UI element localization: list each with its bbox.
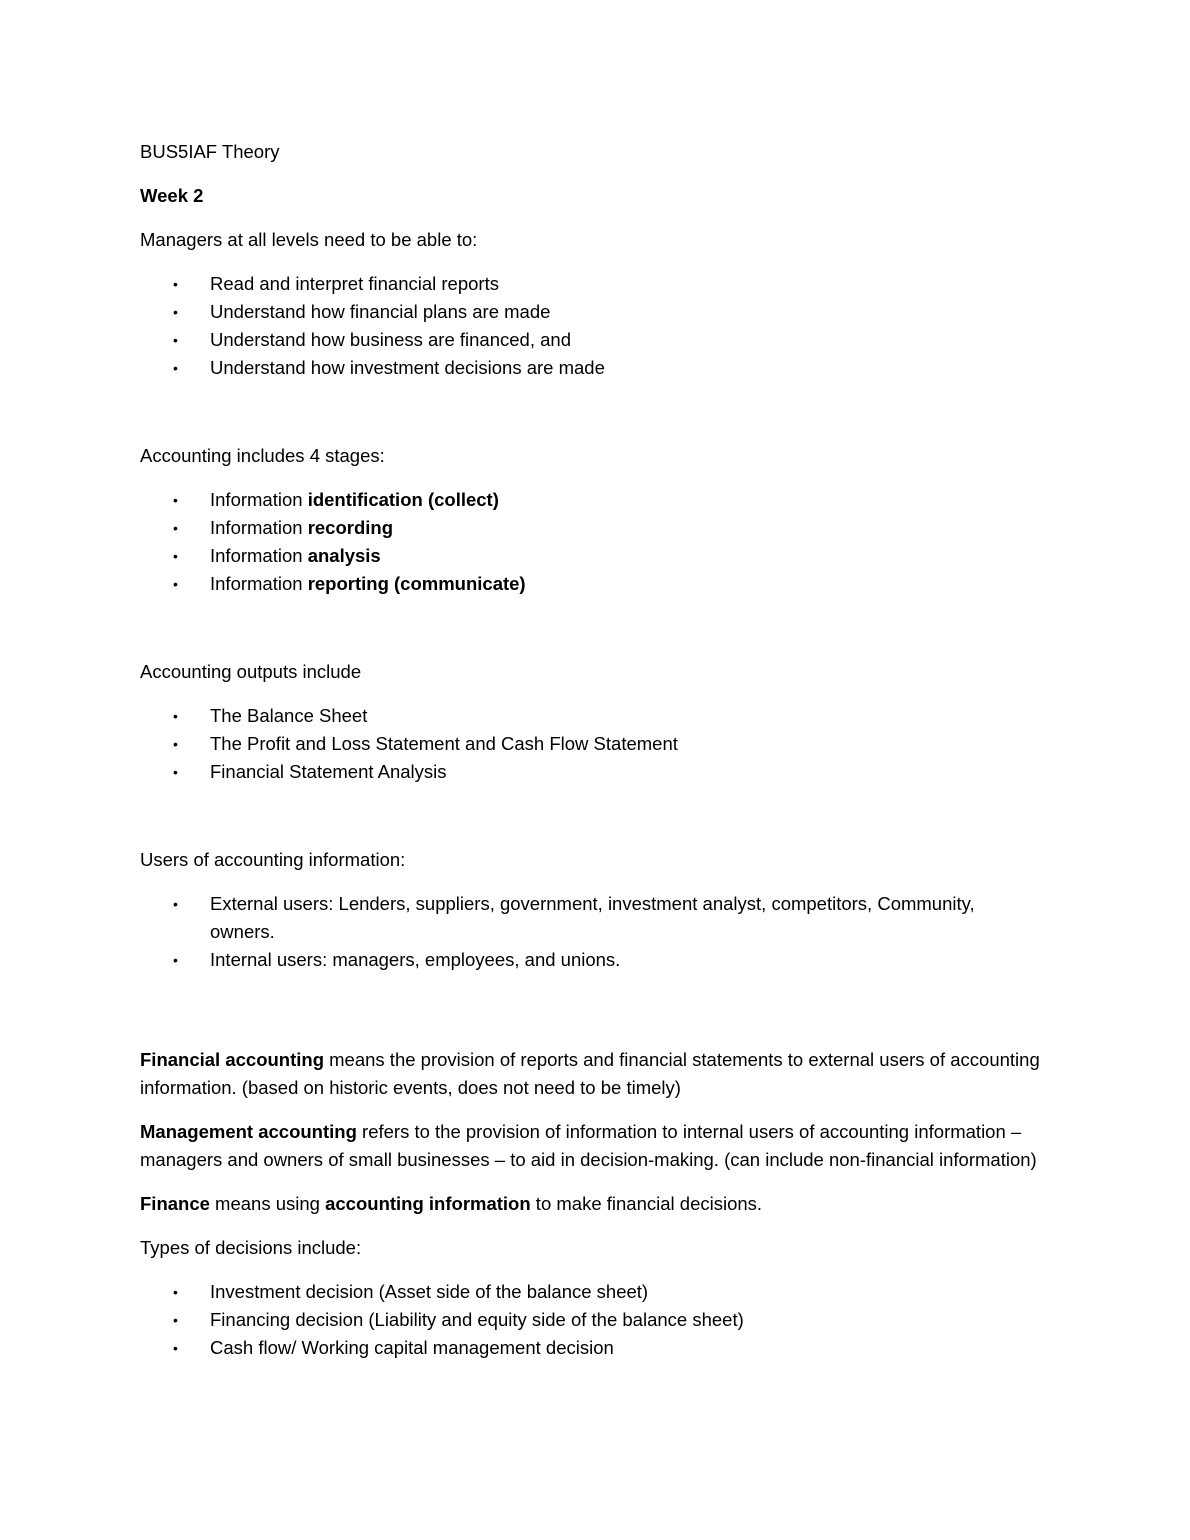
list-item-bold: reporting (communicate) — [307, 573, 526, 594]
list-item-prefix: Information — [210, 489, 308, 510]
list-item-text: External users: Lenders, suppliers, government, investment analyst, competitors, Community, owners. — [210, 893, 975, 942]
week-heading-text: Week 2 — [140, 185, 204, 206]
spacer — [140, 398, 1040, 442]
management-accounting-term: Management accounting — [140, 1121, 357, 1142]
list-item — [140, 890, 1040, 946]
bullet-icon: • — [173, 576, 178, 592]
finance-term2: accounting information — [325, 1193, 531, 1214]
list-item — [140, 702, 1040, 730]
users-intro: Users of accounting information: — [140, 849, 406, 870]
bullet-icon: • — [173, 492, 178, 508]
document-title: BUS5IAF Theory — [140, 141, 280, 162]
list-item — [140, 570, 1040, 598]
list-item — [140, 1278, 1040, 1306]
list-item-text: Investment decision (Asset side of the balance sheet) — [210, 1281, 649, 1302]
financial-accounting-text: means the provision of reports and financial statements to external users of accounting information. (based on historic events, does not need to be timely) — [140, 1049, 1040, 1098]
list-item — [140, 1306, 1040, 1334]
bullet-icon: • — [173, 896, 178, 912]
list-item-prefix: Information — [210, 517, 308, 538]
bullet-icon: • — [173, 276, 178, 292]
bullet-icon: • — [173, 332, 178, 348]
bullet-icon: • — [173, 764, 178, 780]
week-heading — [140, 182, 1040, 210]
list-item — [140, 730, 1040, 758]
bullet-icon: • — [173, 548, 178, 564]
list-item-bold: analysis — [307, 545, 381, 566]
list-item — [140, 542, 1040, 570]
list-item-text: The Profit and Loss Statement and Cash Flow Statement — [210, 733, 678, 754]
list-item-text: The Balance Sheet — [210, 705, 368, 726]
decisions-intro: Types of decisions include: — [140, 1237, 362, 1258]
list-item-bold: recording — [307, 517, 394, 538]
spacer — [140, 614, 1040, 658]
list-item — [140, 758, 1040, 786]
list-item-text: Understand how financial plans are made — [210, 301, 551, 322]
list-item-text: Understand how business are financed, and — [210, 329, 571, 350]
list-item-text: Financial Statement Analysis — [210, 761, 447, 782]
list-item — [140, 270, 1040, 298]
finance-paragraph — [140, 1190, 1040, 1218]
bullet-icon: • — [173, 708, 178, 724]
list-item-text: Financing decision (Liability and equity side of the balance sheet) — [210, 1309, 744, 1330]
bullet-icon: • — [173, 520, 178, 536]
outputs-intro: Accounting outputs include — [140, 661, 362, 682]
bullet-icon: • — [173, 304, 178, 320]
decisions-list — [140, 1278, 1040, 1362]
managers-list — [140, 270, 1040, 382]
list-item-text: Cash flow/ Working capital management decision — [210, 1337, 614, 1358]
management-accounting-paragraph — [140, 1118, 1040, 1174]
list-item-text: Read and interpret financial reports — [210, 273, 499, 294]
bullet-icon: • — [173, 1284, 178, 1300]
list-item — [140, 514, 1040, 542]
financial-accounting-term: Financial accounting — [140, 1049, 324, 1070]
list-item-text: Internal users: managers, employees, and unions. — [210, 949, 621, 970]
finance-term: Finance — [140, 1193, 210, 1214]
list-item-bold: identification (collect) — [307, 489, 499, 510]
managers-intro: Managers at all levels need to be able to: — [140, 229, 478, 250]
stages-intro: Accounting includes 4 stages: — [140, 445, 385, 466]
bullet-icon: • — [173, 1340, 178, 1356]
outputs-list — [140, 702, 1040, 786]
list-item — [140, 354, 1040, 382]
spacer — [140, 802, 1040, 846]
document-body — [140, 138, 1040, 1378]
list-item — [140, 298, 1040, 326]
management-accounting-text: refers to the provision of information to internal users of accounting information – managers and owners of small businesses – to aid in decision-making. (can include non-financial information) — [140, 1121, 1037, 1170]
list-item — [140, 946, 1040, 974]
list-item-prefix: Information — [210, 545, 308, 566]
list-item-text: Understand how investment decisions are made — [210, 357, 605, 378]
list-item-prefix: Information — [210, 573, 308, 594]
stages-list — [140, 486, 1040, 598]
bullet-icon: • — [173, 952, 178, 968]
finance-mid: means using — [209, 1193, 326, 1214]
finance-end: to make financial decisions. — [530, 1193, 763, 1214]
list-item — [140, 486, 1040, 514]
bullet-icon: • — [173, 1312, 178, 1328]
financial-accounting-paragraph — [140, 1046, 1040, 1102]
list-item — [140, 326, 1040, 354]
bullet-icon: • — [173, 360, 178, 376]
users-list — [140, 890, 1040, 974]
spacer — [140, 990, 1040, 1046]
bullet-icon: • — [173, 736, 178, 752]
list-item — [140, 1334, 1040, 1362]
